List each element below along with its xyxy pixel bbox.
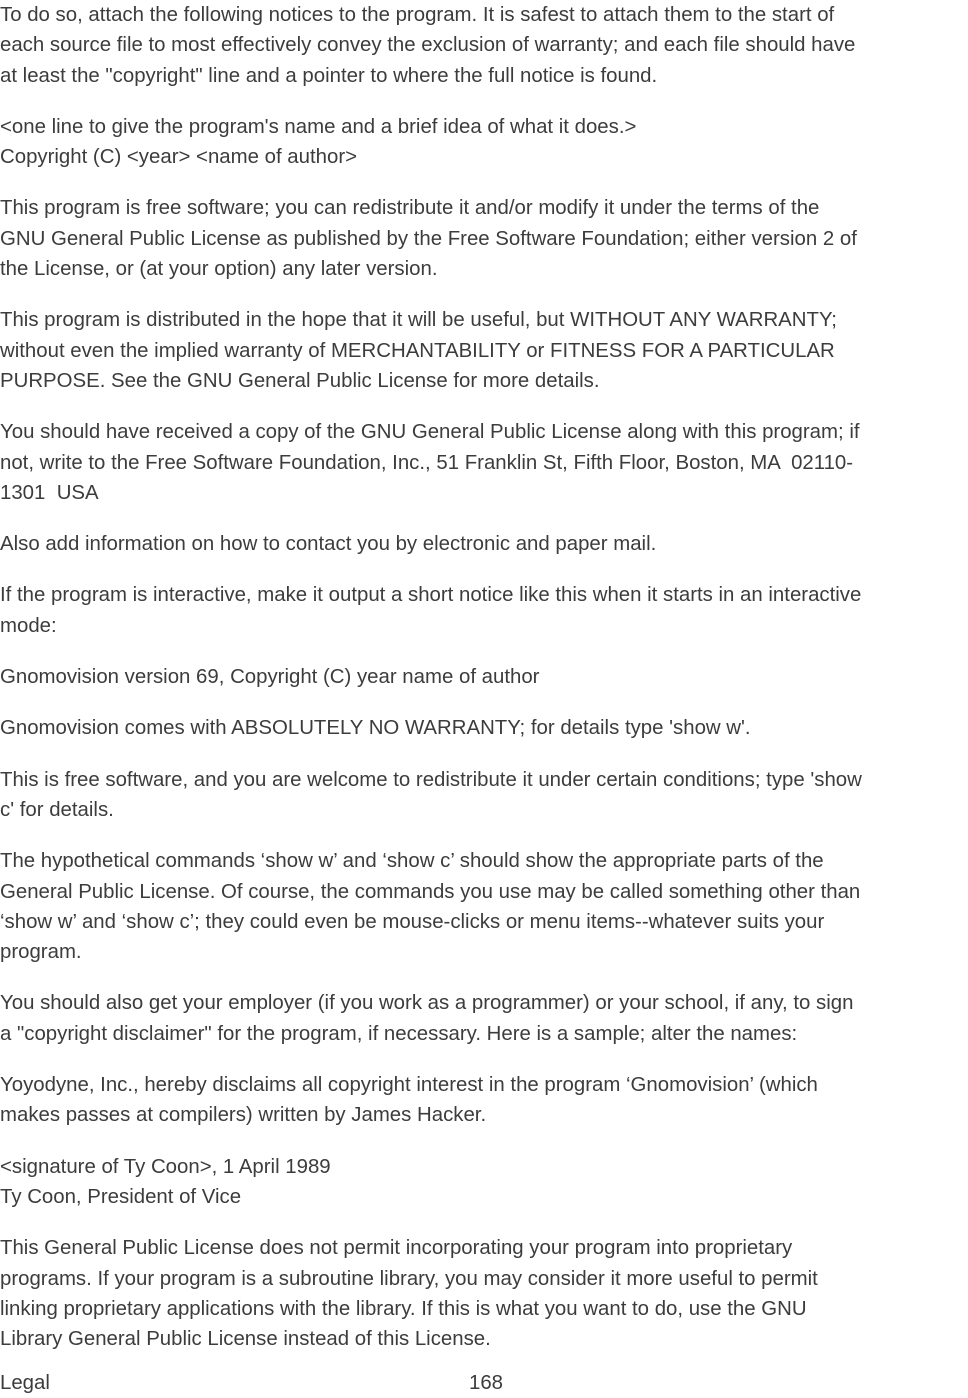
text-line: makes passes at compilers) written by James Hacker.: [0, 1104, 487, 1127]
text-line: The hypothetical commands ‘show w’ and ‘show c’ should show the appropriate parts of the: [0, 850, 824, 873]
paragraph: [0, 417, 968, 508]
paragraph: [0, 305, 968, 396]
text-line: Also add information on how to contact you by electronic and paper mail.: [0, 533, 657, 556]
paragraph: [0, 529, 968, 559]
paragraph: [0, 713, 968, 743]
paragraph: [0, 112, 968, 173]
paragraph: [0, 0, 968, 91]
text-line: Yoyodyne, Inc., hereby disclaims all copyright interest in the program ‘Gnomovision’ (which: [0, 1074, 818, 1097]
paragraph: [0, 846, 968, 967]
text-line: program.: [0, 941, 82, 964]
footer-section-label: Legal: [0, 1372, 50, 1394]
text-line: <one line to give the program's name and a brief idea of what it does.>: [0, 115, 637, 138]
text-line: Gnomovision version 69, Copyright (C) year name of author: [0, 666, 540, 689]
text-line: PURPOSE. See the GNU General Public License for more details.: [0, 369, 600, 392]
text-line: General Public License. Of course, the commands you use may be called something other than: [0, 880, 861, 903]
paragraph: [0, 193, 968, 284]
text-line: If the program is interactive, make it output a short notice like this when it starts in an interactive: [0, 584, 862, 607]
paragraph: [0, 662, 968, 692]
paragraph: [0, 1070, 968, 1131]
text-line: Copyright (C) <year> <name of author>: [0, 146, 358, 169]
text-line: You should have received a copy of the GNU General Public License along with this program; if: [0, 421, 860, 444]
text-line: 1301 USA: [0, 481, 99, 504]
text-line: This is free software, and you are welcome to redistribute it under certain conditions; type 'show: [0, 768, 862, 791]
text-line: a "copyright disclaimer" for the program, if necessary. Here is a sample; alter the names:: [0, 1022, 798, 1045]
text-line: GNU General Public License as published by the Free Software Foundation; either version 2 of: [0, 227, 857, 250]
text-line: This program is free software; you can redistribute it and/or modify it under the terms of the: [0, 197, 820, 220]
paragraph: [0, 765, 968, 826]
text-line: <signature of Ty Coon>, 1 April 1989: [0, 1155, 331, 1178]
text-line: Library General Public License instead of this License.: [0, 1328, 491, 1351]
paragraph: [0, 1152, 968, 1213]
text-line: ‘show w’ and ‘show c’; they could even be mouse-clicks or menu items--whatever suits your: [0, 910, 825, 933]
paragraph: [0, 988, 968, 1049]
page-footer: [0, 1368, 968, 1398]
text-line: This program is distributed in the hope that it will be useful, but WITHOUT ANY WARRANTY;: [0, 309, 837, 332]
text-line: the License, or (at your option) any later version.: [0, 258, 438, 281]
text-line: mode:: [0, 614, 57, 637]
text-line: each source file to most effectively convey the exclusion of warranty; and each file should have: [0, 34, 856, 57]
text-line: linking proprietary applications with the library. If this is what you want to do, use the GNU: [0, 1297, 807, 1320]
paragraph: [0, 580, 968, 641]
text-line: You should also get your employer (if you work as a programmer) or your school, if any, to sign: [0, 992, 854, 1015]
text-line: at least the "copyright" line and a pointer to where the full notice is found.: [0, 64, 658, 87]
text-line: not, write to the Free Software Foundation, Inc., 51 Franklin St, Fifth Floor, Boston, MA 02110-: [0, 451, 854, 474]
text-line: This General Public License does not permit incorporating your program into proprietary: [0, 1237, 793, 1260]
text-line: Gnomovision comes with ABSOLUTELY NO WARRANTY; for details type 'show w'.: [0, 717, 751, 740]
page-number: 168: [469, 1372, 504, 1394]
text-line: programs. If your program is a subroutine library, you may consider it more useful to permit: [0, 1267, 818, 1290]
text-line: c' for details.: [0, 798, 114, 821]
paragraph: [0, 1233, 968, 1354]
text-line: To do so, attach the following notices to the program. It is safest to attach them to the start of: [0, 4, 835, 26]
text-line: Ty Coon, President of Vice: [0, 1185, 242, 1208]
text-line: without even the implied warranty of MERCHANTABILITY or FITNESS FOR A PARTICULAR: [0, 339, 835, 362]
